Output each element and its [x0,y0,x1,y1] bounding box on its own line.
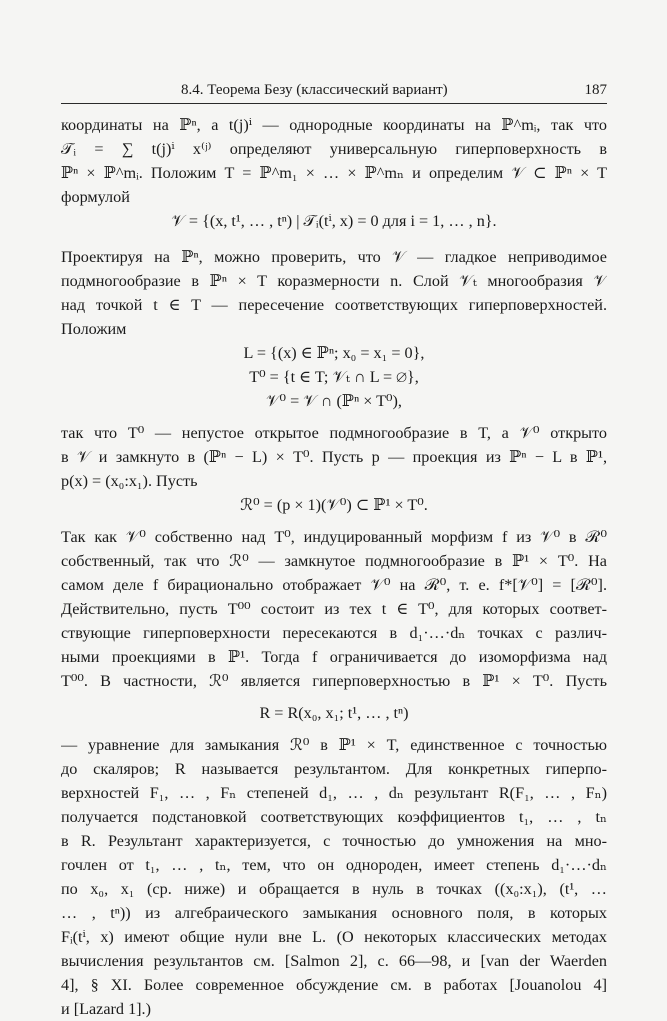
text-line: над точкой t ∈ T — пересечение соответствующих гиперповерхностей. [61,296,607,314]
text-line: — уравнение для замыкания ℛ⁰ в ℙ¹ × T, единственное с точностью [61,736,607,754]
text-line: и [Lazard 1].) [61,1000,151,1018]
text-line: … , tⁿ)) из алгебраического замыкания основного поля, в которых [61,904,607,922]
text-line: подмногообразие в ℙⁿ × T коразмерности n. Слой 𝒱ₜ многообразия 𝒱 [61,272,607,290]
display-formula: 𝒱 = {(x, t¹, … , tⁿ) | 𝒯ᵢ(tⁱ, x) = 0 для i = 1, … , n}. [171,212,497,230]
text-line: ными проекциями в ℙ¹. Тогда f ограничивается до изоморфизма над [61,648,607,666]
text-line: верхностей F₁, … , Fₙ степеней d₁, … , dₙ результант R(F₁, … , Fₙ) [61,784,607,802]
display-formula: 𝒱⁰ = 𝒱 ∩ (ℙⁿ × T⁰), [266,392,402,410]
paragraph-gap [61,725,607,733]
display-formula: ℛ⁰ = (p × 1)(𝒱⁰) ⊂ ℙ¹ × T⁰. [240,496,428,514]
text-line: вычисления результантов см. [Salmon 2], с. 66—98, и [van der Waerden [61,952,607,970]
display-formula: T⁰ = {t ∈ T; 𝒱ₜ ∩ L = ∅}, [249,368,419,386]
page-number: 187 [584,82,607,98]
text-line: получается подстановкой соответствующих коэффициентов t₁, … , tₙ [61,808,607,826]
text-line: в R. Результант характеризуется, с точностью до умножения на мно- [61,832,607,850]
text-line: Проектируя на ℙⁿ, можно проверить, что 𝒱 — гладкое неприводимое [61,248,607,266]
text-line: гочлен от t₁, … , tₙ, тем, что он однороден, имеет степень d₁·…·dₙ [61,856,607,874]
body-text [61,113,607,1021]
paragraph-gap [61,693,607,701]
running-header [61,78,607,102]
text-line: Действительно, пусть T⁰⁰ состоит из тех t ∈ T⁰, для которых соответ- [61,600,607,618]
header-rule [61,103,607,104]
text-line: ствующие гиперповерхности пересекаются в d₁·…·dₙ точках с различ- [61,624,607,642]
text-line: так что T⁰ — непустое открытое подмногообразие в T, а 𝒱⁰ открыто [61,424,607,442]
text-line: координаты на ℙⁿ, а t(j)ⁱ — однородные координаты на ℙ^mᵢ, так что [61,116,607,134]
text-line: 4], § XI. Более современное обсуждение см. в работах [Jouanolou 4] [61,976,607,994]
display-formula: R = R(x₀, x₁; t¹, … , tⁿ) [259,704,409,722]
paragraph-gap [61,517,607,525]
text-line: собственный, так что ℛ⁰ — замкнутое подмногообразие в ℙ¹ × T⁰. На [61,552,607,570]
text-line: до скаляров; R называется результантом. Для конкретных гиперпо- [61,760,607,778]
paragraph-gap [61,233,607,245]
text-line: ℙⁿ × ℙ^mᵢ. Положим T = ℙ^m₁ × … × ℙ^mₙ и определим 𝒱 ⊂ ℙⁿ × T [61,164,607,182]
text-line: Так как 𝒱⁰ собственно над T⁰, индуцированный морфизм f из 𝒱⁰ в ℛ⁰ [61,528,607,546]
paragraph-gap [61,413,607,421]
section-title: 8.4. Теорема Безу (классический вариант) [181,82,448,98]
text-line: Положим [61,320,127,338]
text-line: формулой [61,188,130,206]
text-line: Fᵢ(tⁱ, x) имеют общие нули вне L. (О некоторых классических методах [61,928,607,946]
text-line: в 𝒱 и замкнуто в (ℙⁿ − L) × T⁰. Пусть p — проекция из ℙⁿ − L в ℙ¹, [61,448,607,466]
text-line: самом деле f бирационально отображает 𝒱⁰ на ℛ⁰, т. е. f*[𝒱⁰] = [ℛ⁰]. [61,576,607,594]
text-line: p(x) = (x₀:x₁). Пусть [61,472,198,490]
text-line: T⁰⁰. В частности, ℛ⁰ является гиперповерхностью в ℙ¹ × T⁰. Пусть [61,672,607,690]
text-line: 𝒯ᵢ = ∑ t(j)ⁱ x⁽ʲ⁾ определяют универсальную гиперповерхность в [61,140,607,158]
text-line: по x₀, x₁ (ср. ниже) и обращается в нуль в точках ((x₀:x₁), (t¹, … [61,880,607,898]
display-formula: L = {(x) ∈ ℙⁿ; x₀ = x₁ = 0}, [243,344,425,362]
